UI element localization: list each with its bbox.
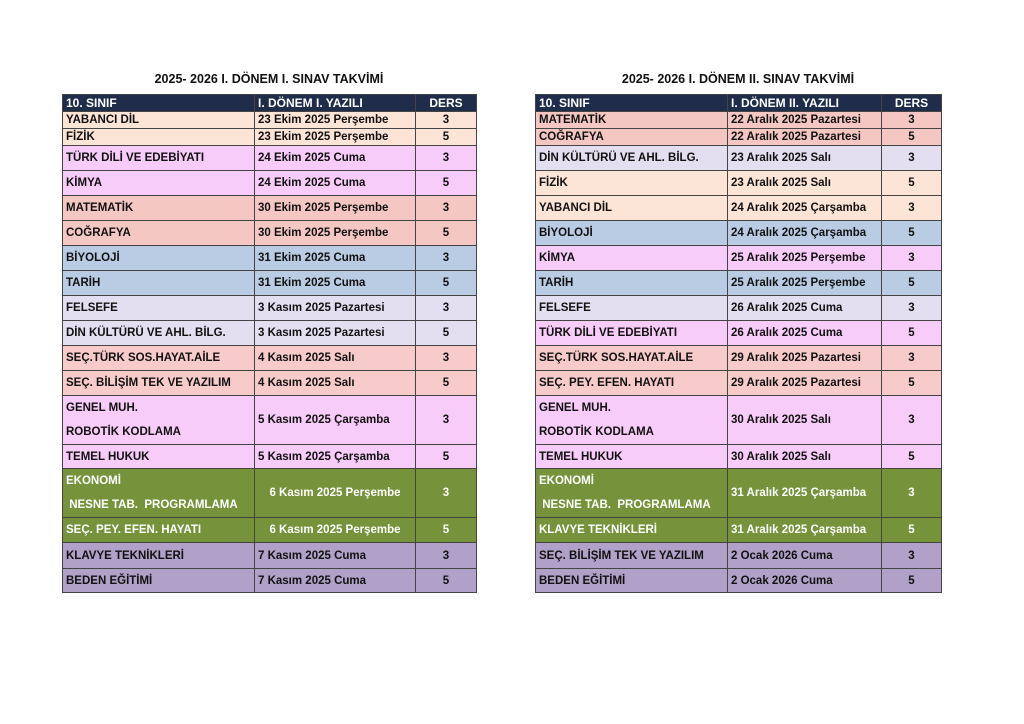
lesson-cell: TÜRK DİLİ VE EDEBİYATI [63, 146, 255, 171]
table-row [63, 346, 477, 371]
header-class: 10. SINIF [536, 95, 728, 112]
lesson-name-second: ROBOTİK KODLAMA [66, 426, 181, 438]
table-row [63, 569, 477, 593]
lesson-name: EKONOMİ [539, 475, 594, 487]
table-row [536, 445, 942, 469]
lesson-cell: FELSEFE [536, 296, 728, 321]
exam-date-cell: 24 Aralık 2025 Çarşamba [728, 221, 882, 246]
ders-hours-cell: 5 [882, 371, 942, 396]
lesson-cell: KLAVYE TEKNİKLERİ [63, 543, 255, 569]
table-row [63, 246, 477, 271]
right-table-title: 2025- 2026 I. DÖNEM II. SINAV TAKVİMİ [621, 72, 855, 86]
lesson-cell: TEMEL HUKUK [536, 445, 728, 469]
exam-date-cell: 24 Ekim 2025 Cuma [255, 171, 416, 196]
header-ders: DERS [882, 95, 942, 112]
table-row [63, 518, 477, 543]
table-row [536, 469, 942, 518]
exam-date-cell: 3 Kasım 2025 Pazartesi [255, 321, 416, 346]
ders-hours-cell: 5 [416, 221, 477, 246]
ders-hours-cell: 3 [416, 346, 477, 371]
table-row [536, 543, 942, 569]
lesson-name-second: ROBOTİK KODLAMA [539, 426, 654, 438]
lesson-cell: DİN KÜLTÜRÜ VE AHL. BİLG. [536, 146, 728, 171]
lesson-cell: COĞRAFYA [536, 129, 728, 146]
exam-date-cell: 31 Aralık 2025 Çarşamba [728, 518, 882, 543]
table-row [536, 271, 942, 296]
ders-hours-cell: 3 [882, 346, 942, 371]
lesson-cell [536, 396, 728, 445]
ders-hours-cell: 3 [882, 246, 942, 271]
exam-date-cell: 7 Kasım 2025 Cuma [255, 569, 416, 593]
exam-date-cell: 25 Aralık 2025 Perşembe [728, 246, 882, 271]
exam-date-cell: 30 Ekim 2025 Perşembe [255, 221, 416, 246]
exam-date-cell: 22 Aralık 2025 Pazartesi [728, 129, 882, 146]
ders-hours-cell: 3 [882, 469, 942, 518]
lesson-cell [63, 396, 255, 445]
table-row [536, 196, 942, 221]
exam-date-cell: 6 Kasım 2025 Perşembe [255, 469, 416, 518]
ders-hours-cell: 5 [882, 221, 942, 246]
ders-hours-cell: 3 [882, 196, 942, 221]
lesson-cell: BİYOLOJİ [63, 246, 255, 271]
ders-hours-cell: 5 [882, 518, 942, 543]
second-exam-schedule-table [535, 94, 942, 593]
exam-date-cell: 31 Aralık 2025 Çarşamba [728, 469, 882, 518]
table-row [63, 469, 477, 518]
lesson-cell: SEÇ. BİLİŞİM TEK VE YAZILIM [536, 543, 728, 569]
table-row [536, 518, 942, 543]
table-row [63, 321, 477, 346]
lesson-cell: YABANCI DİL [536, 196, 728, 221]
table-row [63, 543, 477, 569]
header-ders: DERS [416, 95, 477, 112]
lesson-cell: BEDEN EĞİTİMİ [536, 569, 728, 593]
lesson-cell: SEÇ. PEY. EFEN. HAYATI [536, 371, 728, 396]
ders-hours-cell: 5 [882, 569, 942, 593]
table-row [63, 112, 477, 129]
table-row [536, 569, 942, 593]
exam-date-cell: 3 Kasım 2025 Pazartesi [255, 296, 416, 321]
exam-date-cell: 30 Aralık 2025 Salı [728, 396, 882, 445]
lesson-name-second: NESNE TAB. PROGRAMLAMA [539, 499, 711, 511]
lesson-cell: TARİH [536, 271, 728, 296]
table-row [63, 396, 477, 445]
table-row [63, 296, 477, 321]
ders-hours-cell: 5 [416, 171, 477, 196]
exam-date-cell: 26 Aralık 2025 Cuma [728, 296, 882, 321]
table-row [63, 129, 477, 146]
ders-hours-cell: 3 [416, 543, 477, 569]
lesson-cell [63, 469, 255, 518]
lesson-cell: MATEMATİK [536, 112, 728, 129]
lesson-name-second: NESNE TAB. PROGRAMLAMA [66, 499, 238, 511]
ders-hours-cell: 5 [882, 129, 942, 146]
table-row [536, 321, 942, 346]
header-row [536, 95, 942, 112]
ders-hours-cell: 5 [416, 371, 477, 396]
ders-hours-cell: 5 [416, 321, 477, 346]
exam-date-cell: 6 Kasım 2025 Perşembe [255, 518, 416, 543]
table-row [536, 296, 942, 321]
exam-date-cell: 23 Ekim 2025 Perşembe [255, 129, 416, 146]
first-exam-schedule-table [62, 94, 477, 593]
lesson-cell: SEÇ. PEY. EFEN. HAYATI [63, 518, 255, 543]
ders-hours-cell: 3 [416, 146, 477, 171]
exam-date-cell: 2 Ocak 2026 Cuma [728, 569, 882, 593]
ders-hours-cell: 5 [416, 569, 477, 593]
ders-hours-cell: 3 [416, 112, 477, 129]
ders-hours-cell: 5 [416, 445, 477, 469]
ders-hours-cell: 3 [416, 469, 477, 518]
lesson-cell: COĞRAFYA [63, 221, 255, 246]
ders-hours-cell: 3 [882, 396, 942, 445]
table-row [536, 221, 942, 246]
lesson-name: GENEL MUH. [66, 402, 138, 414]
ders-hours-cell: 3 [416, 396, 477, 445]
exam-date-cell: 23 Aralık 2025 Salı [728, 146, 882, 171]
lesson-cell: BİYOLOJİ [536, 221, 728, 246]
exam-date-cell: 25 Aralık 2025 Perşembe [728, 271, 882, 296]
ders-hours-cell: 5 [416, 129, 477, 146]
exam-date-cell: 23 Aralık 2025 Salı [728, 171, 882, 196]
exam-date-cell: 5 Kasım 2025 Çarşamba [255, 396, 416, 445]
lesson-name: EKONOMİ [66, 475, 121, 487]
lesson-cell: KİMYA [63, 171, 255, 196]
table-row [536, 246, 942, 271]
exam-date-cell: 7 Kasım 2025 Cuma [255, 543, 416, 569]
exam-date-cell: 23 Ekim 2025 Perşembe [255, 112, 416, 129]
exam-date-cell: 24 Ekim 2025 Cuma [255, 146, 416, 171]
table-row [63, 271, 477, 296]
header-exam: I. DÖNEM II. YAZILI [728, 95, 882, 112]
table-row [63, 445, 477, 469]
exam-date-cell: 24 Aralık 2025 Çarşamba [728, 196, 882, 221]
table-row [63, 196, 477, 221]
table-row [536, 171, 942, 196]
exam-date-cell: 26 Aralık 2025 Cuma [728, 321, 882, 346]
table-row [536, 396, 942, 445]
exam-date-cell: 29 Aralık 2025 Pazartesi [728, 346, 882, 371]
ders-hours-cell: 3 [882, 112, 942, 129]
exam-date-cell: 31 Ekim 2025 Cuma [255, 271, 416, 296]
lesson-cell: KİMYA [536, 246, 728, 271]
table-row [63, 371, 477, 396]
table-row [63, 146, 477, 171]
header-exam: I. DÖNEM I. YAZILI [255, 95, 416, 112]
lesson-cell: SEÇ.TÜRK SOS.HAYAT.AİLE [536, 346, 728, 371]
ders-hours-cell: 3 [882, 296, 942, 321]
lesson-cell: TÜRK DİLİ VE EDEBİYATI [536, 321, 728, 346]
ders-hours-cell: 5 [882, 171, 942, 196]
table-row [536, 112, 942, 129]
header-class: 10. SINIF [63, 95, 255, 112]
lesson-name: GENEL MUH. [539, 402, 611, 414]
lesson-cell: TEMEL HUKUK [63, 445, 255, 469]
lesson-cell: SEÇ.TÜRK SOS.HAYAT.AİLE [63, 346, 255, 371]
exam-date-cell: 2 Ocak 2026 Cuma [728, 543, 882, 569]
exam-date-cell: 4 Kasım 2025 Salı [255, 371, 416, 396]
exam-date-cell: 31 Ekim 2025 Cuma [255, 246, 416, 271]
exam-date-cell: 29 Aralık 2025 Pazartesi [728, 371, 882, 396]
table-row [536, 346, 942, 371]
lesson-cell: KLAVYE TEKNİKLERİ [536, 518, 728, 543]
table-row [536, 146, 942, 171]
lesson-cell: DİN KÜLTÜRÜ VE AHL. BİLG. [63, 321, 255, 346]
table-row [63, 221, 477, 246]
ders-hours-cell: 3 [882, 543, 942, 569]
lesson-cell: YABANCI DİL [63, 112, 255, 129]
table-row [63, 171, 477, 196]
left-table-title: 2025- 2026 I. DÖNEM I. SINAV TAKVİMİ [154, 72, 384, 86]
lesson-cell: FİZİK [536, 171, 728, 196]
ders-hours-cell: 3 [416, 246, 477, 271]
lesson-cell: MATEMATİK [63, 196, 255, 221]
ders-hours-cell: 5 [882, 271, 942, 296]
exam-date-cell: 5 Kasım 2025 Çarşamba [255, 445, 416, 469]
lesson-cell: FELSEFE [63, 296, 255, 321]
ders-hours-cell: 3 [882, 146, 942, 171]
header-row [63, 95, 477, 112]
exam-date-cell: 22 Aralık 2025 Pazartesi [728, 112, 882, 129]
lesson-cell [536, 469, 728, 518]
table-row [536, 371, 942, 396]
lesson-cell: TARİH [63, 271, 255, 296]
exam-date-cell: 30 Ekim 2025 Perşembe [255, 196, 416, 221]
ders-hours-cell: 3 [416, 296, 477, 321]
exam-date-cell: 30 Aralık 2025 Salı [728, 445, 882, 469]
ders-hours-cell: 5 [882, 445, 942, 469]
ders-hours-cell: 3 [416, 196, 477, 221]
lesson-cell: FİZİK [63, 129, 255, 146]
ders-hours-cell: 5 [882, 321, 942, 346]
lesson-cell: SEÇ. BİLİŞİM TEK VE YAZILIM [63, 371, 255, 396]
ders-hours-cell: 5 [416, 271, 477, 296]
exam-date-cell: 4 Kasım 2025 Salı [255, 346, 416, 371]
ders-hours-cell: 5 [416, 518, 477, 543]
lesson-cell: BEDEN EĞİTİMİ [63, 569, 255, 593]
table-row [536, 129, 942, 146]
